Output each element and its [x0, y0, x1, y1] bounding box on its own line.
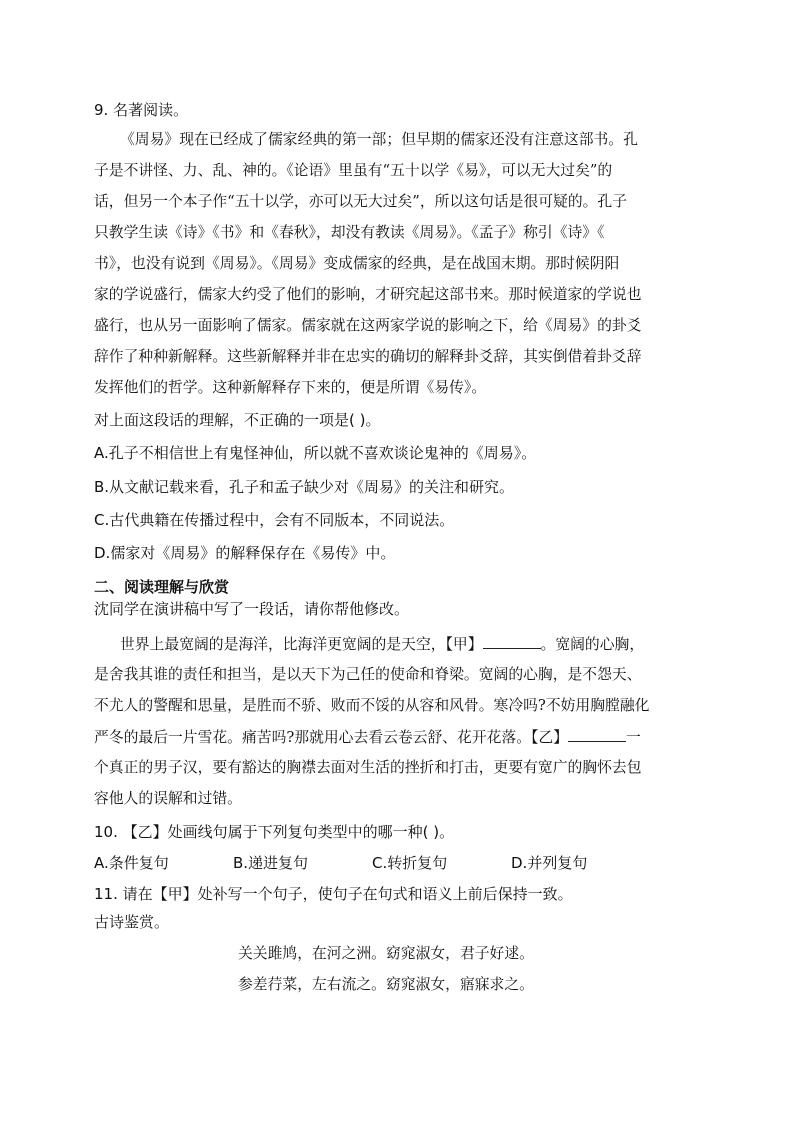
- poem-line-1: 关关雎鸠，在河之洲。窈窕淑女，君子好逑。: [238, 945, 534, 962]
- speech-line-2: 是舍我其谁的责任和担当，是以天下为己任的使命和脊梁。宽阔的心胸，是不怨天、: [94, 666, 642, 683]
- q9-option-a: A.孔子不相信世上有鬼怪神仙，所以就不喜欢谈论鬼神的《周易》。: [94, 444, 537, 462]
- speech-line-1: [120, 634, 644, 655]
- q9-question: 对上面这段话的理解，不正确的一项是( )。: [94, 411, 381, 429]
- speech-line-6: 容他人的误解和过错。: [94, 790, 242, 807]
- q9-passage-line-9: 发挥他们的哲学。这种新解释存下来的，便是所谓《易传》。: [94, 379, 487, 396]
- q10-option-c: C.转折复句: [372, 854, 448, 872]
- speech-line-4-part-1: 严冬的最后一片雪花。痛苦吗?那就用心去看云卷云舒、花开花落。【乙】: [94, 729, 569, 746]
- q9-option-d: D.儒家对《周易》的解释保存在《易传》中。: [94, 544, 396, 562]
- speech-line-3: 不尤人的警醒和思量，是胜而不骄、败而不馁的从容和风骨。寒冷吗?不妨用胸膛融化: [94, 697, 650, 714]
- poem-title: 古诗鉴赏。: [94, 913, 170, 931]
- q10-option-b: B.递进复句: [233, 854, 309, 872]
- q9-passage-line-8: 辞作了种种新解释。这些新解释并非在忠实的确切的解释卦爻辞，其实倒借着卦爻辞: [94, 348, 642, 365]
- blank-jia: [483, 634, 541, 649]
- q9-title: 9. 名著阅读。: [94, 101, 189, 119]
- q9-passage-line-2: 子是不讲怪、力、乱、神的。《论语》里虽有“五十以学《易》，可以无大过矣”的: [94, 162, 613, 179]
- poem-line-2: 参差荇菜，左右流之。窈窕淑女，寤寐求之。: [238, 976, 534, 993]
- q9-option-b: B.从文献记载来看，孔子和孟子缺少对《周易》的关注和研究。: [94, 478, 515, 496]
- q9-passage-line-5: 书》，也没有说到《周易》。《周易》变成儒家的经典，是在战国末期。那时候阴阳: [94, 255, 620, 272]
- section2-heading: 二、阅读理解与欣赏: [94, 578, 230, 596]
- q11-question: 11. 请在【甲】处补写一个句子，使句子在句式和语义上前后保持一致。: [94, 885, 573, 903]
- q9-passage-line-4: 只教学生读《诗》《书》和《春秋》，却没有教读《周易》。《孟子》称引《诗》《: [94, 224, 605, 241]
- q10-option-d: D.并列复句: [511, 854, 588, 872]
- speech-line-4: [94, 727, 641, 748]
- q9-passage-line-7: 盛行，也从另一面影响了儒家。儒家就在这两家学说的影响之下，给《周易》的卦爻: [94, 317, 642, 334]
- speech-line-4-part-2: 一: [626, 729, 641, 746]
- q10-question: 10. 【乙】处画线句属于下列复句类型中的哪一种( )。: [94, 823, 455, 841]
- q9-passage-line-1: 《周易》现在已经成了儒家经典的第一部；但早期的儒家还没有注意这部书。孔: [120, 131, 638, 148]
- q9-passage-line-6: 家的学说盛行，儒家大约受了他们的影响，才研究起这部书来。那时候道家的学说也: [94, 286, 642, 303]
- q9-option-c: C.古代典籍在传播过程中，会有不同版本，不同说法。: [94, 511, 455, 529]
- speech-line-5: 个真正的男子汉，要有豁达的胸襟去面对生活的挫折和打击，更要有宽广的胸怀去包: [94, 759, 642, 776]
- q10-option-a: A.条件复句: [94, 854, 169, 872]
- section2-intro: 沈同学在演讲稿中写了一段话，请你帮他修改。: [94, 600, 410, 618]
- blank-yi: [568, 727, 626, 742]
- q9-passage-line-3: 话，但另一个本子作“五十以学，亦可以无大过矣”，所以这句话是很可疑的。孔子: [94, 193, 628, 210]
- speech-line-1-part-1: 世界上最宽阔的是海洋，比海洋更宽阔的是天空，【甲】: [120, 636, 483, 653]
- speech-line-1-part-2: 。宽阔的心胸，: [540, 636, 645, 653]
